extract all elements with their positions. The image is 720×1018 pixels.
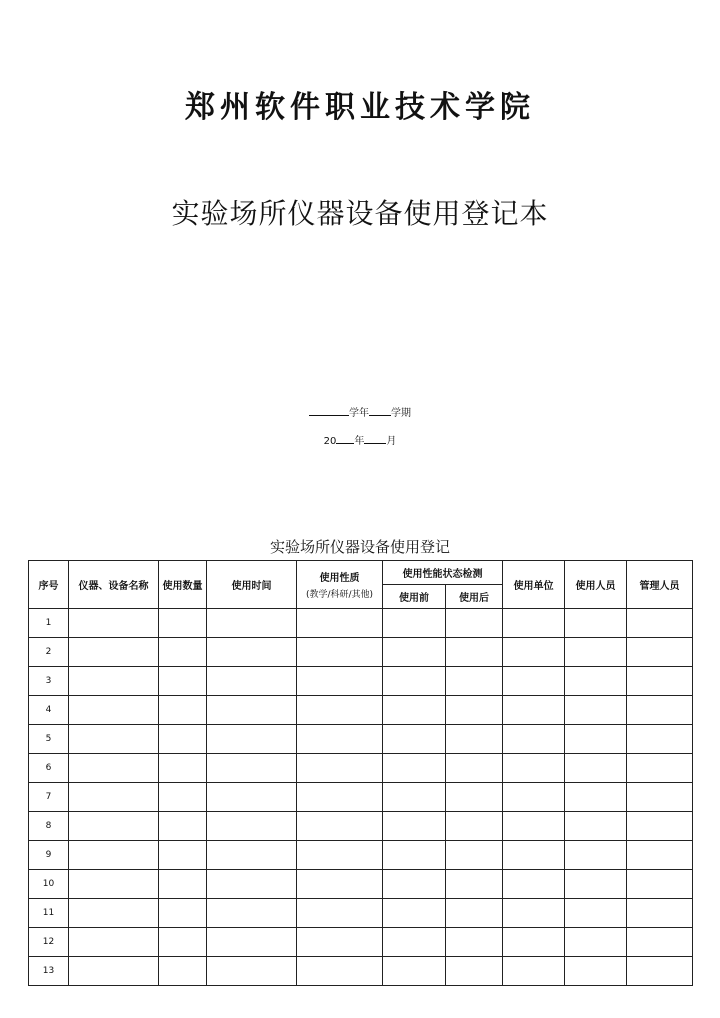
cell-manager[interactable] <box>627 667 693 696</box>
cell-unit[interactable] <box>503 928 565 957</box>
cell-unit[interactable] <box>503 899 565 928</box>
header-index: 序号 <box>29 561 69 609</box>
cell-time[interactable] <box>207 638 297 667</box>
cell-user[interactable] <box>565 783 627 812</box>
cell-before-use[interactable] <box>383 841 446 870</box>
cell-before-use[interactable] <box>383 957 446 986</box>
cell-equipment-name[interactable] <box>69 841 159 870</box>
cell-unit[interactable] <box>503 754 565 783</box>
cell-equipment-name[interactable] <box>69 754 159 783</box>
cell-time[interactable] <box>207 783 297 812</box>
cell-after-use[interactable] <box>446 957 503 986</box>
table-row <box>29 783 693 812</box>
table-row <box>29 754 693 783</box>
cell-time[interactable] <box>207 957 297 986</box>
table-row <box>29 812 693 841</box>
header-nature-note: (教学/科研/其他) <box>305 590 374 600</box>
cell-time[interactable] <box>207 754 297 783</box>
cell-manager[interactable] <box>627 609 693 638</box>
row-index: 12 <box>29 928 69 957</box>
year-label: 年 <box>354 436 365 447</box>
table-row <box>29 667 693 696</box>
cell-after-use[interactable] <box>446 754 503 783</box>
cell-before-use[interactable] <box>383 696 446 725</box>
academic-year-label: 学年 <box>349 408 369 419</box>
table-row <box>29 609 693 638</box>
cell-after-use[interactable] <box>446 609 503 638</box>
year-blank[interactable] <box>336 433 354 444</box>
cell-time[interactable] <box>207 696 297 725</box>
cell-unit[interactable] <box>503 957 565 986</box>
cell-manager[interactable] <box>627 841 693 870</box>
cell-equipment-name[interactable] <box>69 928 159 957</box>
cell-user[interactable] <box>565 841 627 870</box>
academic-term-line <box>0 404 720 419</box>
cell-equipment-name[interactable] <box>69 667 159 696</box>
cell-quantity[interactable] <box>159 899 207 928</box>
cell-after-use[interactable] <box>446 667 503 696</box>
cell-after-use[interactable] <box>446 870 503 899</box>
row-index: 1 <box>29 609 69 638</box>
cell-nature[interactable] <box>297 754 383 783</box>
semester-label: 学期 <box>391 408 411 419</box>
cell-manager[interactable] <box>627 754 693 783</box>
cell-quantity[interactable] <box>159 870 207 899</box>
cell-quantity[interactable] <box>159 696 207 725</box>
cell-quantity[interactable] <box>159 812 207 841</box>
cell-user[interactable] <box>565 812 627 841</box>
cell-before-use[interactable] <box>383 725 446 754</box>
cell-time[interactable] <box>207 667 297 696</box>
header-nature-label: 使用性质 <box>319 573 360 584</box>
cell-quantity[interactable] <box>159 638 207 667</box>
table-body <box>29 609 693 986</box>
row-index: 10 <box>29 870 69 899</box>
header-after-use: 使用后 <box>446 585 503 609</box>
cell-after-use[interactable] <box>446 696 503 725</box>
month-label: 月 <box>386 436 397 447</box>
cell-quantity[interactable] <box>159 754 207 783</box>
cell-user[interactable] <box>565 754 627 783</box>
cell-quantity[interactable] <box>159 783 207 812</box>
cell-quantity[interactable] <box>159 667 207 696</box>
document-title: 实验场所仪器设备使用登记本 <box>171 197 549 230</box>
cell-nature[interactable] <box>297 638 383 667</box>
cell-before-use[interactable] <box>383 870 446 899</box>
cell-unit[interactable] <box>503 870 565 899</box>
table-title: 实验场所仪器设备使用登记 <box>269 538 450 556</box>
cell-nature[interactable] <box>297 812 383 841</box>
header-nature <box>297 561 383 609</box>
cell-after-use[interactable] <box>446 812 503 841</box>
cell-after-use[interactable] <box>446 899 503 928</box>
cell-unit[interactable] <box>503 667 565 696</box>
cell-nature[interactable] <box>297 928 383 957</box>
cell-manager[interactable] <box>627 638 693 667</box>
academic-year-blank[interactable] <box>309 405 349 416</box>
cell-quantity[interactable] <box>159 957 207 986</box>
row-index: 5 <box>29 725 69 754</box>
semester-blank[interactable] <box>369 405 391 416</box>
cell-user[interactable] <box>565 725 627 754</box>
cell-manager[interactable] <box>627 870 693 899</box>
cell-nature[interactable] <box>297 899 383 928</box>
row-index: 6 <box>29 754 69 783</box>
cell-manager[interactable] <box>627 696 693 725</box>
cell-nature[interactable] <box>297 667 383 696</box>
cell-time[interactable] <box>207 812 297 841</box>
date-line <box>0 432 720 447</box>
cell-quantity[interactable] <box>159 609 207 638</box>
table-row <box>29 696 693 725</box>
cell-manager[interactable] <box>627 957 693 986</box>
row-index: 8 <box>29 812 69 841</box>
cell-quantity[interactable] <box>159 725 207 754</box>
cell-nature[interactable] <box>297 957 383 986</box>
cell-before-use[interactable] <box>383 609 446 638</box>
cell-user[interactable] <box>565 899 627 928</box>
cell-after-use[interactable] <box>446 841 503 870</box>
cell-unit[interactable] <box>503 783 565 812</box>
cell-user[interactable] <box>565 638 627 667</box>
row-index: 4 <box>29 696 69 725</box>
cell-manager[interactable] <box>627 725 693 754</box>
cell-unit[interactable] <box>503 638 565 667</box>
cell-quantity[interactable] <box>159 928 207 957</box>
cell-before-use[interactable] <box>383 783 446 812</box>
cell-manager[interactable] <box>627 812 693 841</box>
cell-nature[interactable] <box>297 841 383 870</box>
school-name: 郑州软件职业技术学院 <box>185 90 535 125</box>
registration-table <box>28 560 693 986</box>
cell-after-use[interactable] <box>446 725 503 754</box>
table-row <box>29 957 693 986</box>
cell-time[interactable] <box>207 928 297 957</box>
cell-equipment-name[interactable] <box>69 638 159 667</box>
cell-nature[interactable] <box>297 696 383 725</box>
month-blank[interactable] <box>364 433 386 444</box>
cell-nature[interactable] <box>297 725 383 754</box>
table-row <box>29 899 693 928</box>
cell-after-use[interactable] <box>446 928 503 957</box>
cell-equipment-name[interactable] <box>69 783 159 812</box>
row-index: 11 <box>29 899 69 928</box>
cell-equipment-name[interactable] <box>69 696 159 725</box>
cell-nature[interactable] <box>297 870 383 899</box>
table-row <box>29 841 693 870</box>
header-quantity: 使用数量 <box>159 561 207 609</box>
cell-equipment-name[interactable] <box>69 725 159 754</box>
cell-time[interactable] <box>207 609 297 638</box>
table-row <box>29 928 693 957</box>
row-index: 7 <box>29 783 69 812</box>
cell-unit[interactable] <box>503 696 565 725</box>
header-status-check: 使用性能状态检测 <box>383 561 503 585</box>
cell-manager[interactable] <box>627 783 693 812</box>
table-row <box>29 870 693 899</box>
table-row <box>29 638 693 667</box>
cell-unit[interactable] <box>503 609 565 638</box>
cell-manager[interactable] <box>627 899 693 928</box>
cell-unit[interactable] <box>503 812 565 841</box>
cell-user[interactable] <box>565 696 627 725</box>
cell-equipment-name[interactable] <box>69 957 159 986</box>
cell-user[interactable] <box>565 928 627 957</box>
row-index: 9 <box>29 841 69 870</box>
cell-quantity[interactable] <box>159 841 207 870</box>
cell-equipment-name[interactable] <box>69 609 159 638</box>
cell-time[interactable] <box>207 899 297 928</box>
cell-time[interactable] <box>207 870 297 899</box>
cell-unit[interactable] <box>503 725 565 754</box>
row-index: 13 <box>29 957 69 986</box>
header-user: 使用人员 <box>565 561 627 609</box>
cell-equipment-name[interactable] <box>69 870 159 899</box>
row-index: 3 <box>29 667 69 696</box>
cell-after-use[interactable] <box>446 638 503 667</box>
header-time: 使用时间 <box>207 561 297 609</box>
header-before-use: 使用前 <box>383 585 446 609</box>
cell-time[interactable] <box>207 841 297 870</box>
cell-equipment-name[interactable] <box>69 899 159 928</box>
year-prefix: 20 <box>323 436 337 447</box>
cell-equipment-name[interactable] <box>69 812 159 841</box>
cell-user[interactable] <box>565 870 627 899</box>
cell-user[interactable] <box>565 957 627 986</box>
header-unit: 使用单位 <box>503 561 565 609</box>
row-index: 2 <box>29 638 69 667</box>
cell-nature[interactable] <box>297 783 383 812</box>
cell-before-use[interactable] <box>383 638 446 667</box>
cell-before-use[interactable] <box>383 667 446 696</box>
table-row <box>29 725 693 754</box>
cell-manager[interactable] <box>627 928 693 957</box>
cell-before-use[interactable] <box>383 812 446 841</box>
cell-user[interactable] <box>565 667 627 696</box>
cell-nature[interactable] <box>297 609 383 638</box>
header-equipment-name: 仪器、设备名称 <box>69 561 159 609</box>
cell-time[interactable] <box>207 725 297 754</box>
cell-before-use[interactable] <box>383 928 446 957</box>
cell-unit[interactable] <box>503 841 565 870</box>
header-manager: 管理人员 <box>627 561 693 609</box>
cell-before-use[interactable] <box>383 899 446 928</box>
cell-after-use[interactable] <box>446 783 503 812</box>
cell-user[interactable] <box>565 609 627 638</box>
cell-before-use[interactable] <box>383 754 446 783</box>
